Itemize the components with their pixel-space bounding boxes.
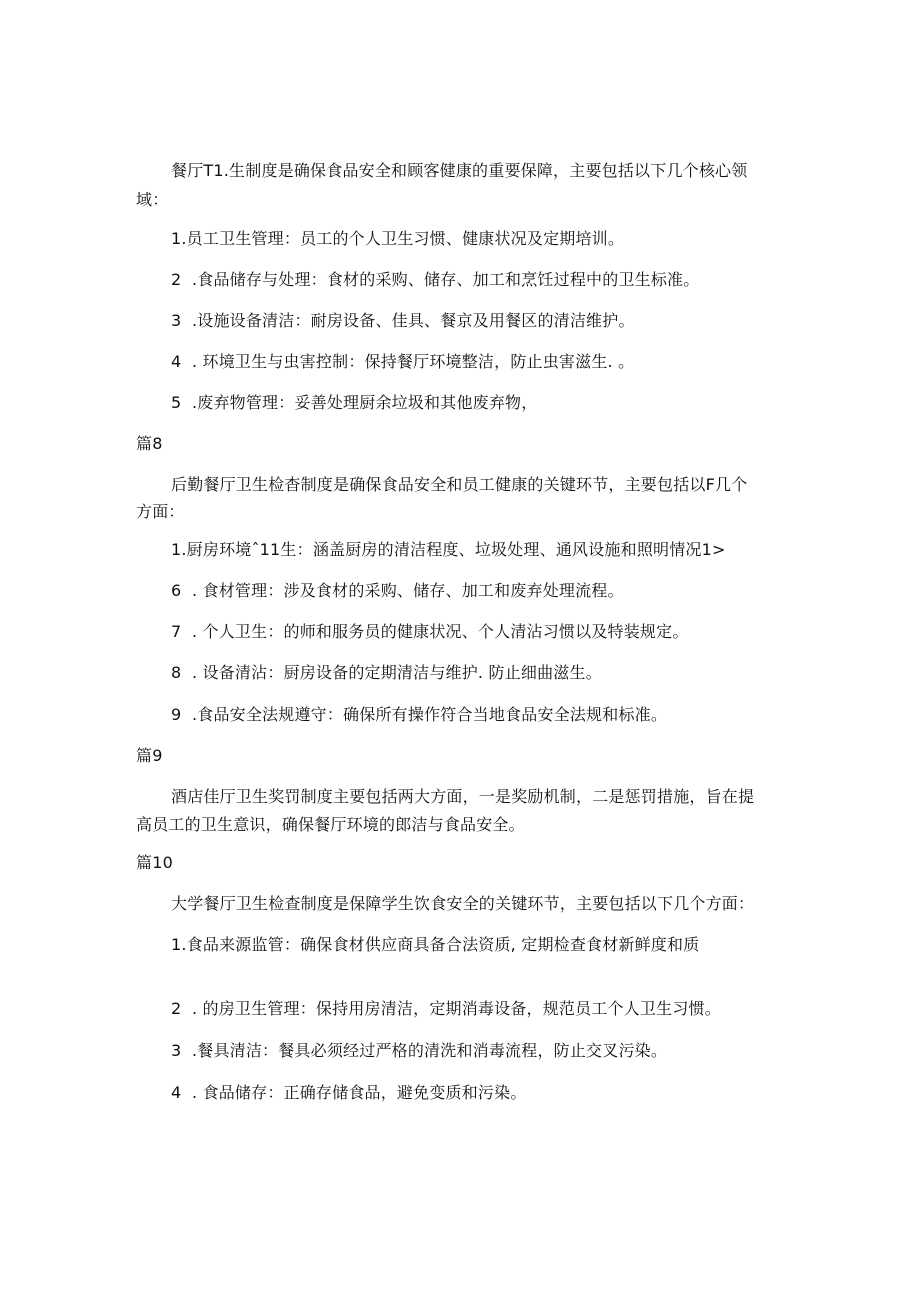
section10-item-3: 3 .餐具清洁：餐具必须经过严格的清洗和消毒流程，防止交叉污染。	[171, 1041, 668, 1060]
section8-item-4: 8 . 设备清沾：厨房设备的定期清洁与维护. 防止细曲滋生。	[171, 663, 602, 682]
section8-item-3: 7 . 个人卫生：的师和服务员的健康状况、个人清沾习惯以及特装规定。	[171, 622, 689, 641]
section10-intro-line1: 大学餐厅卫生检查制度是保障学生饮食安全的关键环节，主要包括以下几个方面：	[171, 894, 755, 913]
section9-heading: 篇9	[136, 746, 163, 765]
section10-heading: 篇10	[136, 853, 173, 872]
section7-intro-line1: 餐厅T1.生制度是确保食品安全和顾客健康的重要保障，主要包括以下几个核心领	[171, 161, 748, 180]
section7-item-3: 3 .设施设备清洁：耐房设备、佳具、餐京及用餐区的清洁维护。	[171, 311, 635, 330]
section7-item-1: 1.员工卫生管理：员工的个人卫生习惯、健康状况及定期培训。	[171, 229, 625, 248]
section10-item-4: 4 . 食品储存：正确存储食品，避免变质和污染。	[171, 1083, 527, 1102]
section8-intro-line2: 方面：	[136, 502, 185, 521]
section8-item-1: 1.厨房环境ˆ11生：涵盖厨房的清洁程度、垃圾处理、通风设施和照明情况1>	[171, 540, 726, 559]
section7-item-4: 4 . 环境卫生与虫害控制：保持餐厅环境整洁，防止虫害滋生. 。	[171, 352, 635, 371]
section10-item-1: 1.食品来源监管：确保食材供应商具备合法资质, 定期检查食材新鲜度和质	[171, 935, 700, 954]
section9-intro-line1: 酒店佳厅卫生奖罚制度主要包括两大方面，一是奖励机制，二是惩罚措施，旨在提	[171, 787, 755, 806]
section8-item-2: 6 . 食材管理：涉及食材的采购、储存、加工和废弃处理流程。	[171, 581, 624, 600]
section7-item-5: 5 .废弃物管理：妥善处理厨余垃圾和其他废弃物，	[171, 393, 538, 412]
section10-item-2: 2 . 的房卫生管理：保持用房清洁，定期消毒设备，规范员工个人卫生习惯。	[171, 999, 721, 1018]
section9-intro-line2: 高员工的卫生意识，确保餐厅环境的郎洁与食品安全。	[136, 815, 525, 834]
section7-intro-line2: 域：	[136, 190, 169, 209]
section8-heading: 篇8	[136, 434, 163, 453]
section8-intro-line1: 后勤餐厅卫生检杳制度是确保食品安全和员工健康的关键环节，主要包括以F几个	[171, 475, 748, 494]
section7-item-2: 2 .食品储存与处理：食材的采购、储存、加工和烹饪过程中的卫生标准。	[171, 270, 700, 289]
section8-item-5: 9 .食品安全法规遵守：确保所有操作符合当地食品安全法规和标准。	[171, 705, 668, 724]
